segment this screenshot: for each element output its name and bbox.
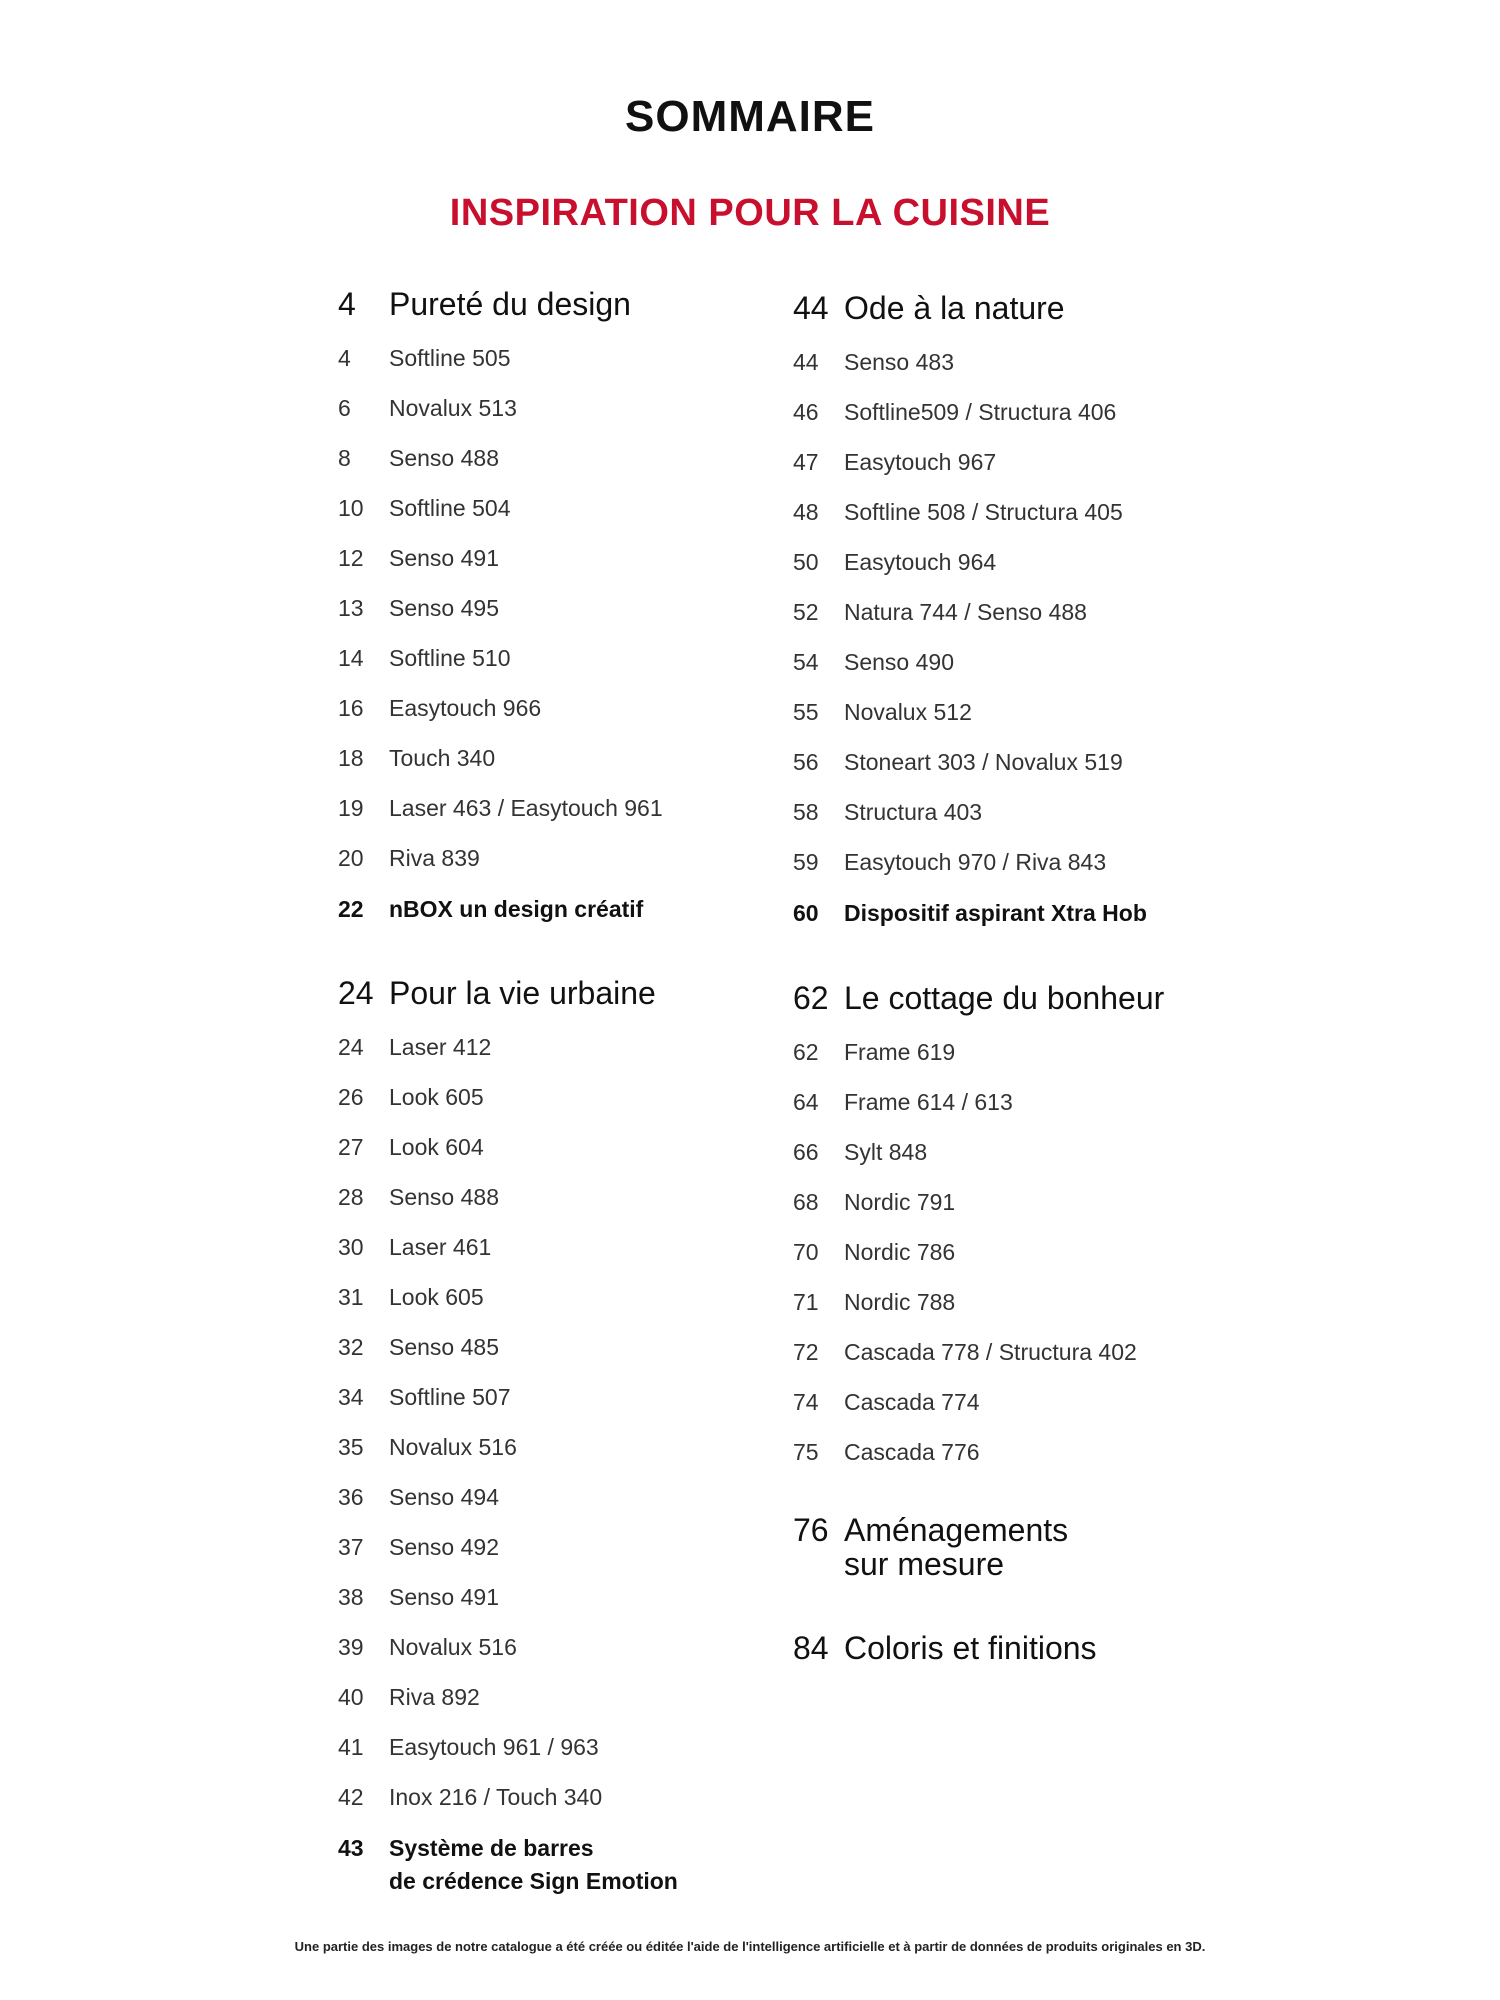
toc-section [793,1630,1213,1667]
entry-page-number: 42 [338,1784,364,1810]
section-page-number: 44 [793,290,829,326]
entry-page-number: 56 [793,749,819,775]
entry-page-number: 74 [793,1389,819,1415]
footer-disclaimer: Une partie des images de notre catalogue a été créée ou éditée l'aide de l'intelligence artificielle et à partir de données de produits originales en 3D. [294,1939,1206,1954]
entry-page-number: 14 [338,645,364,671]
entry-title: Frame 619 [844,1039,956,1065]
toc-entry[interactable] [793,747,1213,777]
toc-entry[interactable] [793,1337,1213,1367]
toc-entry[interactable] [338,1682,758,1712]
toc-entry[interactable] [793,1437,1213,1467]
entry-page-number: 71 [793,1289,819,1315]
toc-entry[interactable] [338,693,758,723]
toc-entry[interactable] [338,1732,758,1762]
section-page-number: 62 [793,980,829,1016]
toc-entry[interactable] [338,343,758,373]
section-heading[interactable] [338,286,758,323]
entry-title: Cascada 774 [844,1389,980,1415]
entry-page-number: 60 [793,900,819,926]
toc-entry[interactable] [793,547,1213,577]
section-title: Le cottage du bonheur [844,980,1165,1016]
entry-page-number: 62 [793,1039,819,1065]
entry-page-number: 36 [338,1484,364,1510]
entry-title: Touch 340 [389,745,496,771]
entry-page-number: 72 [793,1339,819,1365]
entry-title: Easytouch 966 [389,695,542,721]
toc-entry[interactable] [338,543,758,573]
entry-title: Senso 488 [389,1184,499,1210]
entry-title: Easytouch 970 / Riva 843 [844,849,1107,875]
entry-title: Système de barres de crédence Sign Emotion [389,1835,678,1894]
entry-title: Easytouch 967 [844,449,997,475]
entry-title: Inox 216 / Touch 340 [389,1784,603,1810]
entry-page-number: 16 [338,695,364,721]
entry-title: Nordic 786 [844,1239,956,1265]
entry-title: Senso 485 [389,1334,499,1360]
entry-page-number: 26 [338,1084,364,1110]
toc-entry[interactable] [338,1282,758,1312]
entry-title: Novalux 516 [389,1634,517,1660]
entry-page-number: 18 [338,745,364,771]
section-heading[interactable] [793,980,1213,1017]
entry-page-number: 38 [338,1584,364,1610]
section-title: Pureté du design [389,286,631,322]
entry-title: Senso 491 [389,1584,499,1610]
entry-page-number: 31 [338,1284,364,1310]
toc-entry[interactable] [338,1482,758,1512]
toc-entry[interactable] [793,647,1213,677]
toc-entry[interactable] [338,1182,758,1212]
entry-title: Riva 892 [389,1684,480,1710]
toc-entry[interactable] [338,393,758,423]
entry-title: Easytouch 964 [844,549,997,575]
toc-entry[interactable] [793,897,1213,930]
entry-title: Softline 510 [389,645,511,671]
entry-title: Novalux 513 [389,395,517,421]
entry-page-number: 70 [793,1239,819,1265]
entry-page-number: 24 [338,1034,364,1060]
toc-entry[interactable] [338,1582,758,1612]
entry-page-number: 39 [338,1634,364,1660]
toc-entry[interactable] [338,1032,758,1062]
entry-page-number: 27 [338,1134,364,1160]
toc-entry[interactable] [338,1132,758,1162]
entry-title: Senso 492 [389,1534,499,1560]
entry-page-number: 30 [338,1234,364,1260]
toc-entry[interactable] [793,447,1213,477]
entry-page-number: 10 [338,495,364,521]
toc-section [338,286,758,926]
toc-entry[interactable] [793,1087,1213,1117]
section-page-number: 84 [793,1630,829,1666]
toc-entry[interactable] [793,1137,1213,1167]
section-page-number: 76 [793,1512,829,1548]
toc-section [338,975,758,1898]
entry-page-number: 75 [793,1439,819,1465]
section-page-number: 24 [338,975,374,1011]
entry-title: Softline509 / Structura 406 [844,399,1117,425]
entry-title: Look 605 [389,1084,484,1110]
entry-page-number: 58 [793,799,819,825]
toc-section [793,980,1213,1467]
entry-page-number: 54 [793,649,819,675]
toc-entry[interactable] [793,1237,1213,1267]
entry-page-number: 6 [338,395,351,421]
entry-page-number: 46 [793,399,819,425]
entry-title: Frame 614 / 613 [844,1089,1013,1115]
entry-page-number: 59 [793,849,819,875]
toc-entry[interactable] [338,1332,758,1362]
entry-title: Senso 495 [389,595,499,621]
entry-page-number: 68 [793,1189,819,1215]
entry-page-number: 19 [338,795,364,821]
entry-title: Stoneart 303 / Novalux 519 [844,749,1123,775]
toc-entry[interactable] [793,347,1213,377]
entry-page-number: 55 [793,699,819,725]
toc-entry[interactable] [338,743,758,773]
entry-page-number: 37 [338,1534,364,1560]
entry-page-number: 48 [793,499,819,525]
toc-entry[interactable] [793,697,1213,727]
section-title: Pour la vie urbaine [389,975,656,1011]
section-title: Ode à la nature [844,290,1065,326]
entry-page-number: 47 [793,449,819,475]
toc-entry[interactable] [338,1232,758,1262]
entry-page-number: 34 [338,1384,364,1410]
toc-entry[interactable] [338,1632,758,1662]
entry-title: Cascada 776 [844,1439,980,1465]
entry-title: Look 605 [389,1284,484,1310]
toc-entry[interactable] [793,847,1213,877]
entry-page-number: 20 [338,845,364,871]
toc-entry[interactable] [338,1782,758,1812]
entry-page-number: 40 [338,1684,364,1710]
entry-page-number: 50 [793,549,819,575]
section-heading[interactable] [793,1512,1213,1581]
entry-page-number: 22 [338,896,364,922]
entry-title: Softline 507 [389,1384,511,1410]
toc-section [793,290,1213,930]
entry-page-number: 13 [338,595,364,621]
entry-title: Cascada 778 / Structura 402 [844,1339,1137,1365]
entry-title: Senso 494 [389,1484,499,1510]
entry-title: Riva 839 [389,845,480,871]
toc-section [793,1512,1213,1581]
section-heading[interactable] [793,1630,1213,1667]
section-title: Coloris et finitions [844,1630,1097,1666]
toc-entry[interactable] [338,1082,758,1112]
toc-entry[interactable] [793,797,1213,827]
entry-title: Laser 412 [389,1034,492,1060]
toc-entry[interactable] [338,1432,758,1462]
entry-title: Natura 744 / Senso 488 [844,599,1087,625]
entry-page-number: 12 [338,545,364,571]
section-title: Aménagements sur mesure [844,1512,1069,1582]
toc-entry[interactable] [338,843,758,873]
entry-title: Dispositif aspirant Xtra Hob [844,900,1147,926]
entry-title: Senso 483 [844,349,954,375]
toc-entry[interactable] [338,1832,758,1898]
section-heading[interactable] [338,975,758,1012]
entry-title: Novalux 516 [389,1434,517,1460]
entry-page-number: 44 [793,349,819,375]
toc-entry[interactable] [338,1382,758,1412]
entry-title: Nordic 788 [844,1289,956,1315]
entry-title: Look 604 [389,1134,484,1160]
toc-entry[interactable] [793,1387,1213,1417]
entry-page-number: 52 [793,599,819,625]
entry-title: Softline 504 [389,495,511,521]
toc-entry[interactable] [793,397,1213,427]
entry-title: Laser 461 [389,1234,492,1260]
entry-page-number: 32 [338,1334,364,1360]
entry-title: Softline 505 [389,345,511,371]
toc-entry[interactable] [793,597,1213,627]
toc-entry[interactable] [338,593,758,623]
entry-page-number: 64 [793,1089,819,1115]
entry-title: Laser 463 / Easytouch 961 [389,795,663,821]
section-heading[interactable] [793,290,1213,327]
page-subtitle: INSPIRATION POUR LA CUISINE [449,192,1051,234]
section-page-number: 4 [338,286,356,322]
entry-title: Structura 403 [844,799,983,825]
entry-title: Senso 491 [389,545,499,571]
toc-entry[interactable] [793,497,1213,527]
entry-page-number: 28 [338,1184,364,1210]
entry-page-number: 43 [338,1835,364,1861]
toc-entry[interactable] [338,443,758,473]
entry-title: Novalux 512 [844,699,972,725]
entry-title: Easytouch 961 / 963 [389,1734,599,1760]
toc-entry[interactable] [793,1037,1213,1067]
entry-title: Senso 488 [389,445,499,471]
entry-title: Senso 490 [844,649,954,675]
toc-entry[interactable] [338,643,758,673]
entry-page-number: 8 [338,445,351,471]
entry-page-number: 35 [338,1434,364,1460]
entry-page-number: 66 [793,1139,819,1165]
toc-entry[interactable] [338,893,758,926]
entry-title: Sylt 848 [844,1139,928,1165]
toc-entry[interactable] [338,493,758,523]
toc-entry[interactable] [793,1287,1213,1317]
entry-title: nBOX un design créatif [389,896,644,922]
toc-entry[interactable] [793,1187,1213,1217]
entry-page-number: 41 [338,1734,364,1760]
entry-page-number: 4 [338,345,351,371]
page-title: SOMMAIRE [625,92,875,141]
toc-entry[interactable] [338,1532,758,1562]
entry-title: Nordic 791 [844,1189,956,1215]
toc-entry[interactable] [338,793,758,823]
entry-title: Softline 508 / Structura 405 [844,499,1123,525]
